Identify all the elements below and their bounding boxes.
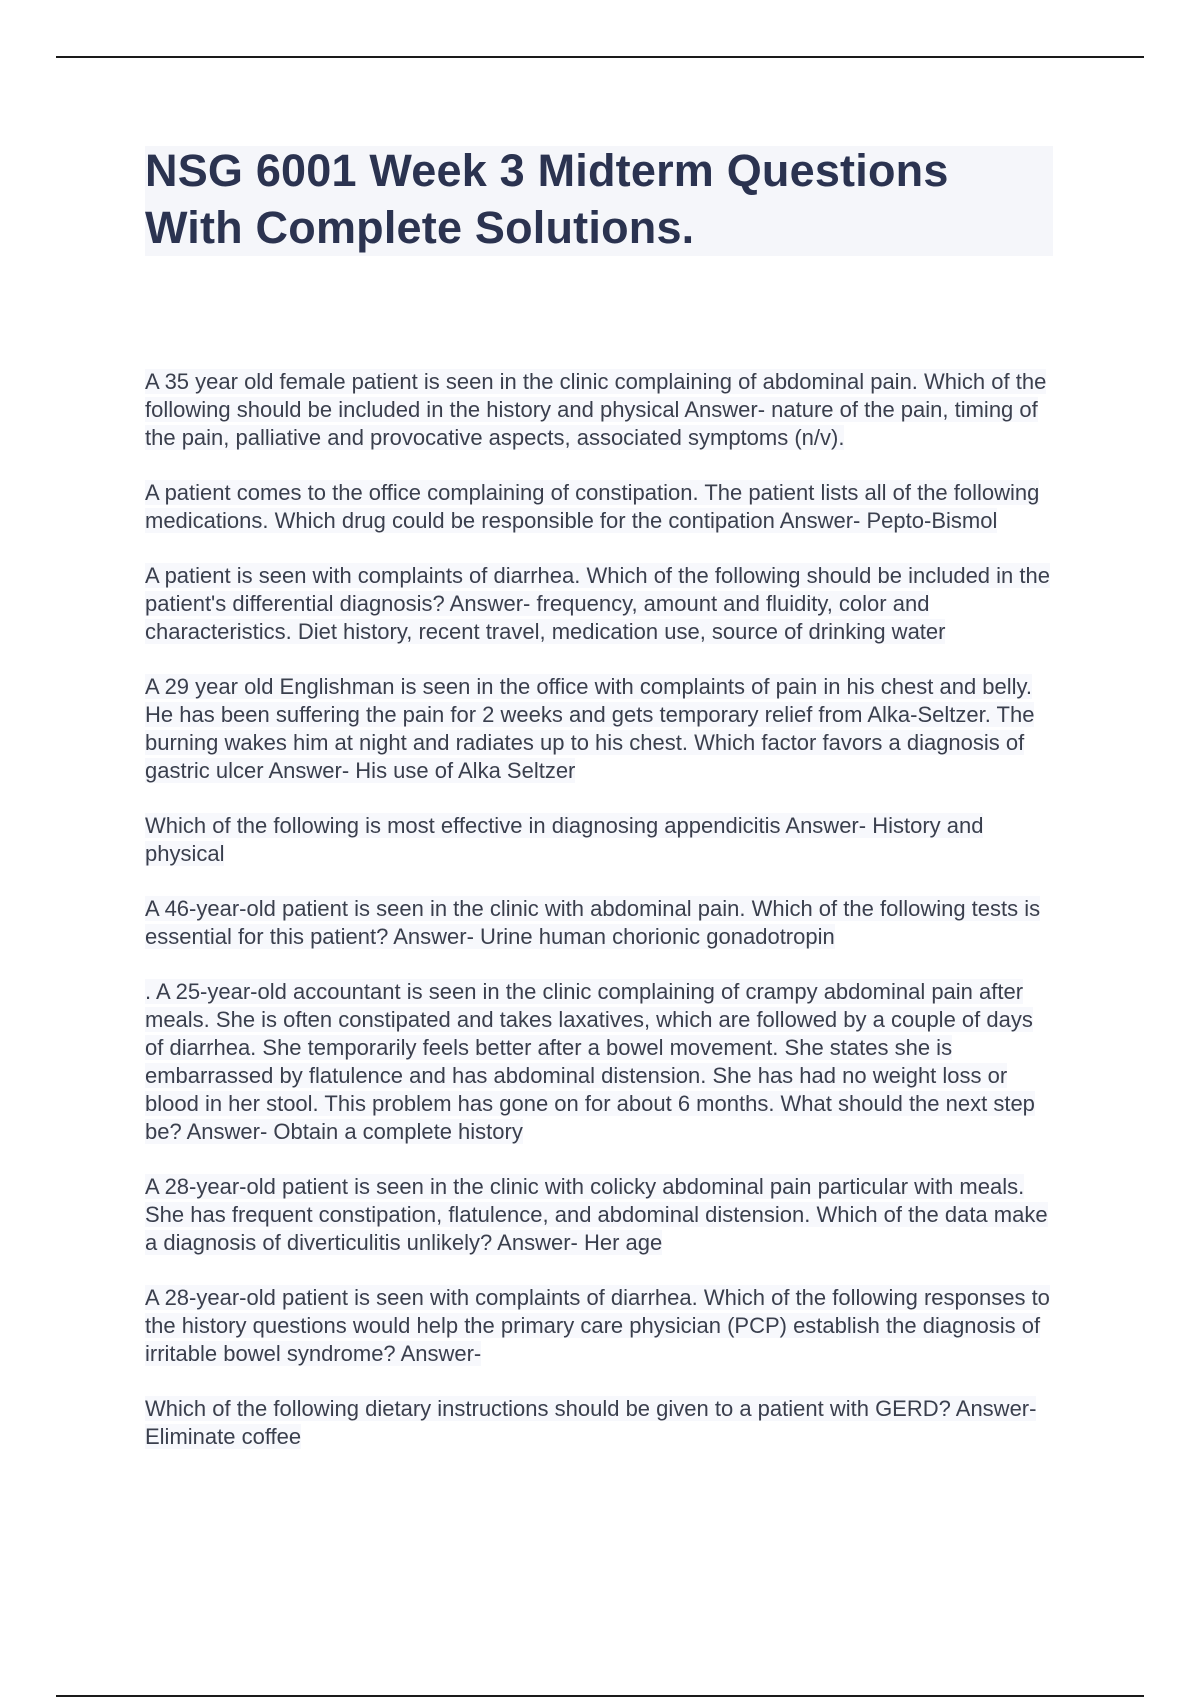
question-text: . A 25-year-old accountant is seen in the clinic complaining of crampy abdominal pain after meals. She is often constipated and takes laxatives, which are followed by a couple of days of diarrhea. She temporarily feels better after a bowel movement. She states she is embarrassed by flatulence and has abdominal distension. She has had no weight loss or blood in her stool. This problem has gone on for about 6 months. What should the next step be? Answer- Obtain a complete history (145, 979, 1035, 1144)
question-item (145, 1173, 1055, 1257)
question-item (145, 562, 1055, 646)
question-item (145, 812, 1055, 868)
question-text: A 46-year-old patient is seen in the clinic with abdominal pain. Which of the following tests is essential for this patient? Answer- Urine human chorionic gonadotropin (145, 896, 1041, 949)
page-title: NSG 6001 Week 3 Midterm Questions With Complete Solutions. (145, 145, 949, 253)
question-text: A 35 year old female patient is seen in the clinic complaining of abdominal pain. Which of the following should be included in the history and physical Answer- nature of the pain, timing of the pain, palliative and provocative aspects, associated symptoms (n/v). (145, 369, 1047, 450)
title-block (145, 146, 1053, 256)
question-item (145, 895, 1055, 951)
question-list (145, 368, 1055, 1478)
question-text: A 28-year-old patient is seen in the clinic with colicky abdominal pain particular with meals. She has frequent constipation, flatulence, and abdominal distension. Which of the data make a diagnosis of diverticulitis unlikely? Answer- Her age (145, 1174, 1048, 1255)
question-item (145, 479, 1055, 535)
question-text: Which of the following dietary instructions should be given to a patient with GERD? Answer- Eliminate coffee (145, 1396, 1037, 1449)
question-text: A patient is seen with complaints of diarrhea. Which of the following should be included in the patient's differential diagnosis? Answer- frequency, amount and fluidity, color and characteristics. Diet history, recent travel, medication use, source of drinking water (145, 563, 1050, 644)
question-item (145, 978, 1055, 1146)
bottom-rule (56, 1695, 1144, 1697)
question-text: Which of the following is most effective in diagnosing appendicitis Answer- History and physical (145, 813, 984, 866)
question-item (145, 1395, 1055, 1451)
question-text: A 28-year-old patient is seen with complaints of diarrhea. Which of the following responses to the history questions would help the primary care physician (PCP) establish the diagnosis of irritable bowel syndrome? Answer- (145, 1285, 1050, 1366)
question-item (145, 673, 1055, 785)
question-text: A 29 year old Englishman is seen in the office with complaints of pain in his chest and belly. He has been suffering the pain for 2 weeks and gets temporary relief from Alka-Seltzer. The burning wakes him at night and radiates up to his chest. Which factor favors a diagnosis of gastric ulcer Answer- His use of Alka Seltzer (145, 674, 1035, 783)
top-rule (56, 56, 1144, 58)
question-item (145, 1284, 1055, 1368)
question-item (145, 368, 1055, 452)
question-text: A patient comes to the office complaining of constipation. The patient lists all of the following medications. Which drug could be responsible for the contipation Answer- Pepto-Bismol (145, 480, 1040, 533)
